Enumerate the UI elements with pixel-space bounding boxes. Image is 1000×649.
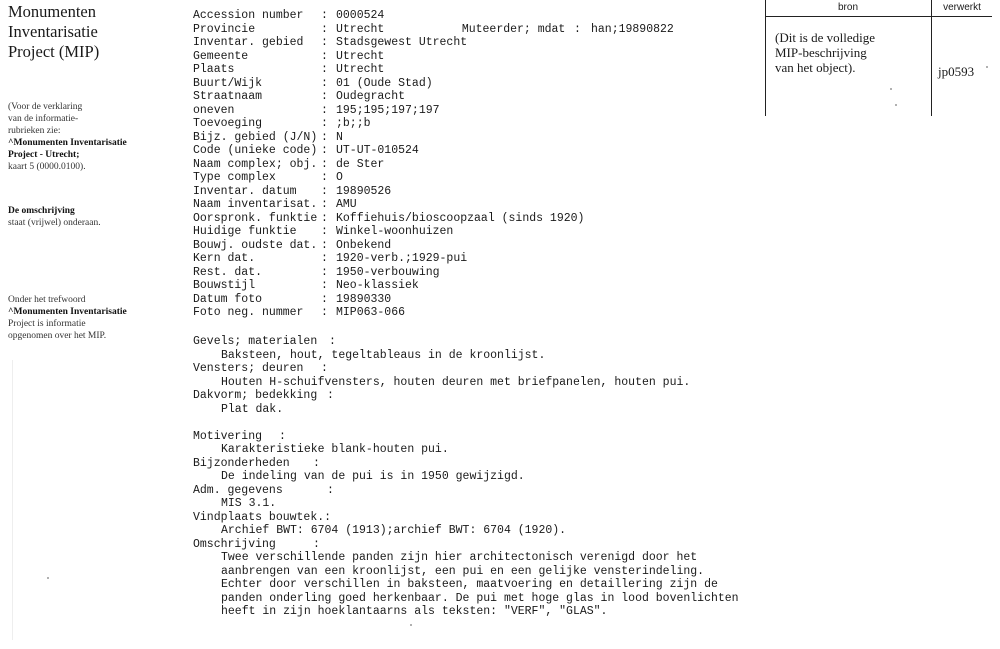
- field-row: [193, 77, 753, 91]
- field-label: Naam complex; obj.: [193, 157, 318, 171]
- field-colon: :: [321, 306, 328, 319]
- title-line: Monumenten: [8, 2, 96, 21]
- field-colon: :: [321, 76, 328, 90]
- field-colon: :: [321, 238, 328, 252]
- note-description-location: [8, 205, 158, 229]
- field-row: [193, 90, 753, 104]
- processed-cell: jp0593: [938, 64, 975, 79]
- source-cell: [775, 30, 925, 75]
- source-table: [765, 0, 992, 116]
- field-row: [193, 198, 753, 212]
- note-line: staat (vrijwel) onderaan.: [8, 218, 101, 228]
- section-colon: :: [321, 362, 328, 375]
- section-text: Plat dak.: [221, 402, 284, 416]
- field-value: 19890330: [336, 292, 392, 306]
- section-omschrijving: [193, 538, 753, 552]
- field-label: Bijz. gebied (J/N): [193, 130, 318, 144]
- section-colon: :: [313, 456, 320, 470]
- field-value: de Ster: [336, 157, 385, 171]
- field-value: MIP063-066: [336, 306, 406, 319]
- field-label: Kern dat.: [193, 252, 256, 265]
- field-colon: :: [321, 157, 328, 171]
- section-text: De indeling van de pui is in 1950 gewijzigd.: [221, 470, 525, 483]
- field-label: Muteerder; mdat: [461, 22, 566, 36]
- field-value: han;19890822: [591, 22, 674, 36]
- left-margin-column: [8, 2, 158, 62]
- field-value: 01 (Oude Stad): [336, 76, 433, 90]
- field-value: Utrecht: [336, 49, 385, 63]
- field-row: [193, 144, 753, 158]
- field-row: [193, 63, 753, 77]
- field-colon: :: [321, 49, 328, 63]
- field-row: [193, 50, 753, 64]
- field-label: Datum foto: [193, 292, 263, 306]
- field-label: Type complex: [193, 171, 276, 184]
- field-value: O: [336, 171, 343, 184]
- field-label: Buurt/Wijk: [193, 76, 263, 90]
- field-value: 1920-verb.;1929-pui: [336, 252, 468, 265]
- section-text: Archief BWT: 6704 (1913);archief BWT: 6704 (1920).: [221, 524, 567, 537]
- scan-speck: [895, 104, 897, 106]
- note-line: (Voor de verklaring: [8, 102, 83, 112]
- field-colon: :: [321, 130, 328, 144]
- field-label: Rest. dat.: [193, 265, 263, 279]
- field-value: Koffiehuis/bioscoopzaal (sinds 1920): [336, 211, 585, 225]
- field-colon: :: [321, 36, 328, 49]
- field-value: Stadsgewest Utrecht: [336, 36, 468, 49]
- scan-speck: [47, 577, 49, 579]
- field-value: Utrecht: [336, 63, 385, 76]
- section-text: MIS 3.1.: [221, 497, 277, 510]
- section-vensters: [193, 362, 753, 376]
- field-row: [193, 306, 753, 320]
- field-colon: :: [321, 22, 328, 36]
- field-colon: :: [321, 265, 328, 279]
- field-colon: :: [321, 292, 328, 306]
- field-label: Bouwstijl: [193, 279, 256, 292]
- field-value: Oudegracht: [336, 90, 406, 103]
- note-line: van de informatie-: [8, 114, 79, 124]
- note-line: Onder het trefwoord: [8, 295, 86, 305]
- section-label: Motivering: [193, 429, 263, 443]
- note-legend: [8, 101, 158, 173]
- margin-edge: [12, 360, 13, 640]
- note-line: opgenomen over het MIP.: [8, 331, 107, 341]
- field-value: 1950-verbouwing: [336, 265, 440, 279]
- record-sections: [193, 335, 753, 619]
- field-colon: :: [321, 225, 328, 238]
- section-colon: :: [327, 389, 334, 402]
- section-text: Karakteristieke blank-houten pui.: [221, 443, 449, 456]
- field-colon: :: [321, 211, 328, 225]
- field-row: [193, 131, 753, 145]
- column-header-bron: bron: [837, 2, 858, 13]
- section-colon: :: [279, 429, 286, 443]
- table-divider: [931, 0, 932, 116]
- title-line: Project (MIP): [8, 42, 100, 61]
- section-bijzonderheden: [193, 457, 753, 471]
- section-text: Baksteen, hout, tegeltableaus in de kroonlijst.: [221, 348, 546, 362]
- field-label: Inventar. gebied: [193, 36, 304, 49]
- field-label: Foto neg. nummer: [193, 306, 304, 319]
- section-adm: [193, 484, 753, 498]
- field-label: Plaats: [193, 63, 235, 76]
- field-colon: :: [321, 90, 328, 103]
- section-motivering: [193, 430, 753, 444]
- record-fields: [193, 9, 753, 320]
- field-label: Accession number: [193, 9, 304, 22]
- description-line: Twee verschillende panden zijn hier architectonisch verenigd door het: [221, 551, 698, 564]
- field-colon: :: [321, 171, 328, 184]
- section-gevels: [193, 335, 753, 349]
- section-label: Omschrijving: [193, 537, 276, 551]
- field-row: [193, 225, 753, 239]
- table-border: [765, 0, 766, 116]
- field-row: [193, 293, 753, 307]
- field-colon: :: [321, 252, 328, 265]
- field-row: [193, 36, 753, 50]
- field-value: N: [336, 130, 343, 144]
- field-value: 0000524: [336, 9, 385, 22]
- description-line: aanbrengen van een kroonlijst, een pui en een gelijke vensterindeling.: [221, 564, 705, 578]
- field-value: AMU: [336, 198, 357, 211]
- field-value: ;b;;b: [336, 117, 371, 130]
- field-row: [193, 212, 753, 226]
- field-label: oneven: [193, 103, 235, 117]
- section-vindplaats: [193, 511, 753, 525]
- field-label: Provincie: [193, 22, 256, 36]
- field-colon: :: [321, 144, 328, 157]
- section-text: Houten H-schuifvensters, houten deuren met briefpanelen, houten pui.: [221, 375, 691, 389]
- note-line-bold: ^Monumenten Inventarisatie: [8, 138, 127, 148]
- field-label: Huidige funktie: [193, 225, 297, 238]
- section-colon: :: [313, 537, 320, 551]
- field-colon: :: [321, 198, 328, 211]
- field-row: [193, 185, 753, 199]
- field-colon: :: [321, 117, 328, 130]
- field-label: Naam inventarisat.: [193, 198, 318, 211]
- field-row: [193, 104, 753, 118]
- field-label: Code (unieke code): [193, 144, 318, 157]
- section-colon: :: [329, 335, 336, 348]
- field-colon: :: [321, 9, 328, 22]
- source-table-header: [765, 0, 992, 17]
- field-colon: :: [574, 22, 581, 36]
- section-label: Bijzonderheden: [193, 456, 290, 470]
- field-colon: :: [321, 279, 328, 292]
- field-value: Winkel-woonhuizen: [336, 225, 454, 238]
- description-line: heeft in zijn hoeklantaarns als teksten: "VERF", "GLAS".: [221, 605, 608, 618]
- note-line-bold: Project - Utrecht;: [8, 150, 80, 160]
- note-line: rubrieken zie:: [8, 126, 61, 136]
- note-line: kaart 5 (0000.0100).: [8, 162, 86, 172]
- field-value: Onbekend: [336, 238, 392, 252]
- section-label: Vindplaats bouwtek.: [193, 510, 325, 524]
- field-label: Inventar. datum: [193, 184, 297, 198]
- scan-speck: [410, 624, 412, 626]
- field-value: Neo-klassiek: [336, 279, 419, 292]
- source-line: van het object).: [775, 60, 856, 75]
- mutator-field: [448, 9, 674, 36]
- field-value: Utrecht: [336, 22, 385, 36]
- section-colon: :: [327, 483, 334, 497]
- note-line-bold: De omschrijving: [8, 206, 75, 216]
- column-header-verwerkt: verwerkt: [943, 2, 981, 13]
- field-value: 19890526: [336, 184, 392, 198]
- field-label: Gemeente: [193, 49, 249, 63]
- section-label: Vensters; deuren: [193, 362, 304, 375]
- page-title: [8, 2, 158, 62]
- field-colon: :: [321, 63, 328, 76]
- note-keyword: [8, 294, 158, 342]
- field-row: [193, 158, 753, 172]
- description-line: Echter door verschillen in baksteen, maatvoering en detaillering zijn de: [221, 578, 718, 591]
- note-line-bold: ^Monumenten Inventarisatie: [8, 307, 127, 317]
- field-row: [193, 252, 753, 266]
- section-label: Dakvorm; bedekking: [193, 389, 318, 402]
- scan-speck: [986, 66, 988, 68]
- field-label: Straatnaam: [193, 90, 263, 103]
- field-label: Toevoeging: [193, 117, 263, 130]
- scan-speck: [890, 88, 892, 90]
- section-label: Adm. gegevens: [193, 483, 283, 497]
- note-line: Project is informatie: [8, 319, 86, 329]
- field-colon: :: [321, 103, 328, 117]
- field-colon: :: [321, 184, 328, 198]
- field-row: [193, 279, 753, 293]
- field-row: [193, 266, 753, 280]
- field-value: UT-UT-010524: [336, 144, 419, 157]
- field-label: Bouwj. oudste dat.: [193, 238, 318, 252]
- source-line: (Dit is de volledige: [775, 30, 876, 45]
- source-line: MIP-beschrijving: [775, 45, 867, 60]
- field-row: [193, 239, 753, 253]
- section-label: Gevels; materialen: [193, 335, 318, 348]
- section-dakvorm: [193, 389, 753, 403]
- field-row: [193, 117, 753, 131]
- field-row: [193, 171, 753, 185]
- field-label: Oorspronk. funktie: [193, 211, 318, 225]
- description-line: panden onderling goed herkenbaar. De pui met hoge glas in lood bovenlichten: [221, 591, 739, 605]
- section-colon: :: [324, 510, 332, 524]
- title-line: Inventarisatie: [8, 22, 98, 41]
- field-value: 195;195;197;197: [336, 103, 440, 117]
